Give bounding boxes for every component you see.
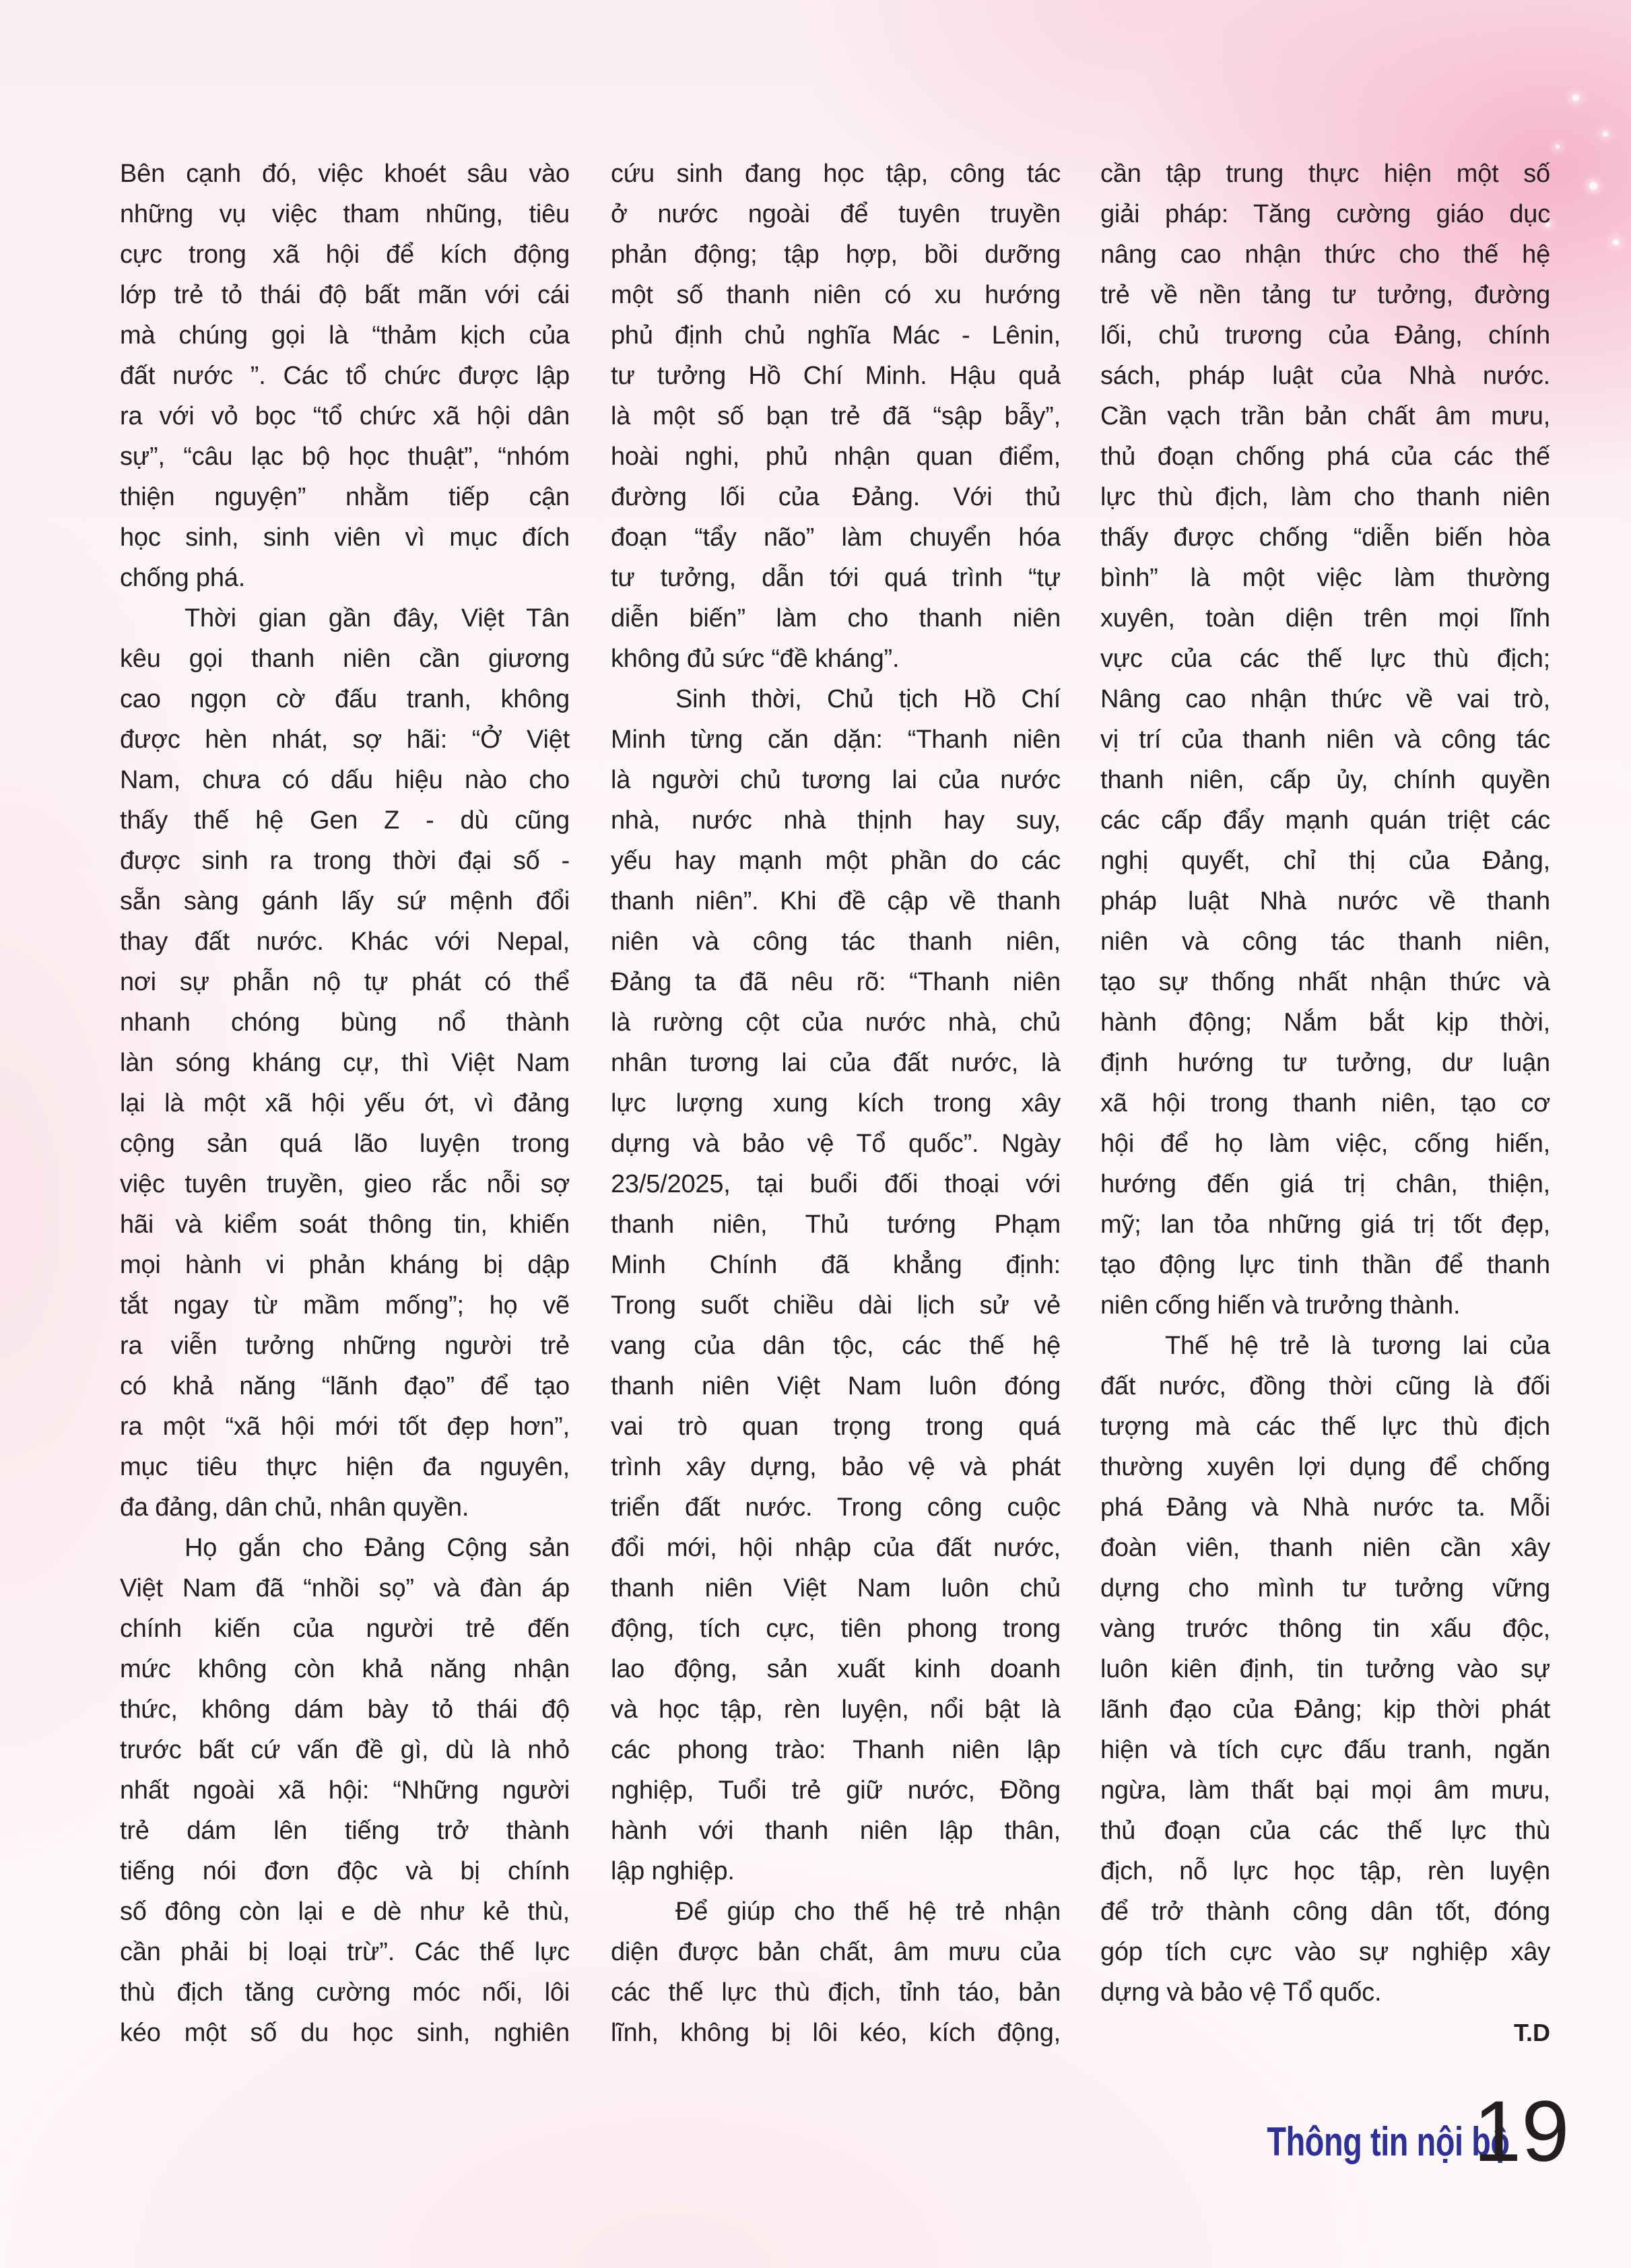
text-line: Thế hệ trẻ là tương lai của (1165, 1332, 1550, 1360)
text-line: Họ gắn cho Đảng Cộng sản (185, 1534, 570, 1562)
sparkle-decoration (1589, 182, 1597, 190)
text-line: cực trong xã hội để kích động (120, 240, 570, 269)
text-line: ra với vỏ bọc “tổ chức xã hội dân (120, 402, 570, 430)
text-line: làn sóng kháng cự, thì Việt Nam (120, 1049, 570, 1077)
text-line: phá Đảng và Nhà nước ta. Mỗi (1100, 1493, 1550, 1522)
sparkle-decoration (1613, 239, 1619, 245)
text-line: dựng cho mình tư tưởng vững (1100, 1574, 1550, 1602)
text-line: mức không còn khả năng nhận (120, 1655, 570, 1683)
text-line: và học tập, rèn luyện, nổi bật là (611, 1695, 1061, 1724)
text-line: Để giúp cho thế hệ trẻ nhận (675, 1898, 1061, 1926)
text-line: số đông còn lại e dè như kẻ thù, (120, 1898, 570, 1926)
text-line: trước bất cứ vấn đề gì, dù là nhỏ (120, 1736, 570, 1764)
text-line: Nâng cao nhận thức về vai trò, (1100, 685, 1550, 713)
text-line: kêu gọi thanh niên cần giương (120, 645, 570, 673)
text-line: tạo sự thống nhất nhận thức và (1100, 968, 1550, 996)
text-line: tư tưởng, dẫn tới quá trình “tự (611, 564, 1061, 592)
text-line: hành động; Nắm bắt kịp thời, (1100, 1008, 1550, 1037)
text-line: là một số bạn trẻ đã “sập bẫy”, (611, 402, 1061, 430)
text-line: Đảng ta đã nêu rõ: “Thanh niên (611, 968, 1061, 996)
text-line: lãnh đạo của Đảng; kịp thời phát (1100, 1695, 1550, 1724)
text-line: có khả năng “lãnh đạo” để tạo (120, 1372, 570, 1400)
text-line: triển đất nước. Trong công cuộc (611, 1493, 1061, 1522)
text-line: nhất ngoài xã hội: “Những người (120, 1776, 570, 1805)
article-column-3 (1100, 154, 1550, 2053)
text-line: 23/5/2025, tại buổi đối thoại với (611, 1170, 1061, 1198)
text-line: đa đảng, dân chủ, nhân quyền. (120, 1493, 469, 1522)
text-line: các cấp đẩy mạnh quán triệt các (1100, 806, 1550, 835)
text-line: hoài nghi, phủ nhận quan điểm, (611, 443, 1061, 471)
text-line: chống phá. (120, 564, 246, 592)
publication-title: Thông tin nội bộ (1267, 2119, 1510, 2164)
text-line: không đủ sức “đề kháng”. (611, 645, 900, 673)
text-line: bình” là một việc làm thường (1100, 564, 1550, 592)
text-line: thủ đoạn chống phá của các thế (1100, 443, 1550, 471)
text-line: sẵn sàng gánh lấy sứ mệnh đổi (120, 887, 570, 915)
text-line: cần tập trung thực hiện một số (1100, 160, 1550, 188)
text-line: nghiệp, Tuổi trẻ giữ nước, Đồng (611, 1776, 1061, 1805)
text-line: xuyên, toàn diện trên mọi lĩnh (1100, 604, 1550, 633)
text-line: Việt Nam đã “nhồi sọ” và đàn áp (120, 1574, 570, 1602)
text-line: hướng đến giá trị chân, thiện, (1100, 1170, 1550, 1198)
text-line: hành với thanh niên lập thân, (611, 1817, 1061, 1845)
text-line: tượng mà các thế lực thù địch (1100, 1413, 1550, 1441)
text-line: được sinh ra trong thời đại số - (120, 847, 570, 875)
text-line: pháp luật Nhà nước về thanh (1100, 887, 1550, 915)
text-line: yếu hay mạnh một phần do các (611, 847, 1061, 875)
text-line: phản động; tập hợp, bồi dưỡng (611, 240, 1061, 269)
text-line: trẻ về nền tảng tư tưởng, đường (1100, 281, 1550, 309)
text-line: thanh niên, cấp ủy, chính quyền (1100, 766, 1550, 794)
text-line: giải pháp: Tăng cường giáo dục (1100, 200, 1550, 228)
text-line: phủ định chủ nghĩa Mác - Lênin, (611, 321, 1061, 350)
text-line: mục tiêu thực hiện đa nguyên, (120, 1453, 570, 1481)
text-line: một số thanh niên có xu hướng (611, 281, 1061, 309)
text-line: luôn kiên định, tin tưởng vào sự (1100, 1655, 1550, 1683)
text-line: Trong suốt chiều dài lịch sử vẻ (611, 1291, 1061, 1320)
text-line: đất nước, đồng thời cũng là đối (1100, 1372, 1550, 1400)
text-line: tắt ngay từ mầm mống”; họ vẽ (120, 1291, 570, 1320)
text-line: đổi mới, hội nhập của đất nước, (611, 1534, 1061, 1562)
text-line: định hướng tư tưởng, dư luận (1100, 1049, 1550, 1077)
text-line: nơi sự phẫn nộ tự phát có thể (120, 968, 570, 996)
article-column-2 (611, 154, 1061, 2053)
text-line: những vụ việc tham nhũng, tiêu (120, 200, 570, 228)
text-line: lực lượng xung kích trong xây (611, 1089, 1061, 1117)
text-line: tư tưởng Hồ Chí Minh. Hậu quả (611, 362, 1061, 390)
text-line: diện được bản chất, âm mưu của (611, 1938, 1061, 1966)
text-line: đất nước ”. Các tổ chức được lập (120, 362, 570, 390)
text-line: Sinh thời, Chủ tịch Hồ Chí (675, 685, 1061, 713)
text-line: cộng sản quá lão luyện trong (120, 1130, 570, 1158)
text-line: thù địch tăng cường móc nối, lôi (120, 1978, 570, 2007)
text-line: trình xây dựng, bảo vệ và phát (611, 1453, 1061, 1481)
text-line: động, tích cực, tiên phong trong (611, 1615, 1061, 1643)
text-line: các thế lực thù địch, tỉnh táo, bản (611, 1978, 1061, 2007)
text-line: thấy được chống “diễn biến hòa (1100, 523, 1550, 552)
text-line: ra viễn tưởng những người trẻ (120, 1332, 570, 1360)
text-line: vị trí của thanh niên và công tác (1100, 725, 1550, 754)
text-line: góp tích cực vào sự nghiệp xây (1100, 1938, 1550, 1966)
text-line: dựng và bảo vệ Tổ quốc”. Ngày (611, 1130, 1061, 1158)
text-line: thay đất nước. Khác với Nepal, (120, 928, 570, 956)
text-line: ra một “xã hội mới tốt đẹp hơn”, (120, 1413, 570, 1441)
text-line: lại là một xã hội yếu ớt, vì đảng (120, 1089, 570, 1117)
text-line: lập nghiệp. (611, 1857, 735, 1885)
text-line: các phong trào: Thanh niên lập (611, 1736, 1061, 1764)
text-line: việc tuyên truyền, gieo rắc nỗi sợ (120, 1170, 570, 1198)
text-line: ngừa, làm thất bại mọi âm mưu, (1100, 1776, 1550, 1805)
text-line: trẻ dám lên tiếng trở thành (120, 1817, 570, 1845)
text-line: thiện nguyện” nhằm tiếp cận (120, 483, 570, 511)
text-line: cao ngọn cờ đấu tranh, không (120, 685, 570, 713)
text-line: vàng trước thông tin xấu độc, (1100, 1615, 1550, 1643)
text-line: thanh niên”. Khi đề cập về thanh (611, 887, 1061, 915)
text-line: ở nước ngoài để tuyên truyền (611, 200, 1061, 228)
text-line: thường xuyên lợi dụng để chống (1100, 1453, 1550, 1481)
text-line: tiếng nói đơn độc và bị chính (120, 1857, 570, 1885)
author-signature: T.D (1514, 2019, 1550, 2046)
text-line: học sinh, sinh viên vì mục đích (120, 523, 570, 552)
text-line: thanh niên Việt Nam luôn chủ (611, 1574, 1061, 1602)
text-line: nhân tương lai của đất nước, là (611, 1049, 1061, 1077)
text-line: vang của dân tộc, các thế hệ (611, 1332, 1061, 1360)
text-line: là rường cột của nước nhà, chủ (611, 1008, 1061, 1037)
text-line: cần phải bị loại trừ”. Các thế lực (120, 1938, 570, 1966)
text-line: thanh niên Việt Nam luôn đóng (611, 1372, 1061, 1400)
text-line: đoạn “tẩy não” làm chuyển hóa (611, 523, 1061, 552)
text-line: lao động, sản xuất kinh doanh (611, 1655, 1061, 1683)
sparkle-decoration (1556, 145, 1560, 149)
text-line: lực thù địch, làm cho thanh niên (1100, 483, 1550, 511)
text-line: tạo động lực tinh thần để thanh (1100, 1251, 1550, 1279)
text-line: Minh Chính đã khẳng định: (611, 1251, 1061, 1279)
text-line: lối, chủ trương của Đảng, chính (1100, 321, 1550, 350)
text-line: thanh niên, Thủ tướng Phạm (611, 1210, 1061, 1239)
text-line: lĩnh, không bị lôi kéo, kích động, (611, 2019, 1061, 2047)
text-line: mỹ; lan tỏa những giá trị tốt đẹp, (1100, 1210, 1550, 1239)
text-line: Bên cạnh đó, việc khoét sâu vào (120, 160, 570, 188)
text-line: cứu sinh đang học tập, công tác (611, 160, 1061, 188)
text-line: hiện và tích cực đấu tranh, ngăn (1100, 1736, 1550, 1764)
text-line: niên cống hiến và trưởng thành. (1100, 1291, 1461, 1320)
text-line: để trở thành công dân tốt, đóng (1100, 1898, 1550, 1926)
text-line: mà chúng gọi là “thảm kịch của (120, 321, 570, 350)
text-line: địch, nỗ lực học tập, rèn luyện (1100, 1857, 1550, 1885)
text-line: chính kiến của người trẻ đến (120, 1615, 570, 1643)
text-line: Thời gian gần đây, Việt Tân (185, 604, 570, 633)
text-line: dựng và bảo vệ Tổ quốc. (1100, 1978, 1382, 2007)
text-line: Nam, chưa có dấu hiệu nào cho (120, 766, 570, 794)
text-line: niên và công tác thanh niên, (1100, 928, 1550, 956)
text-line: hội để họ làm việc, cống hiến, (1100, 1130, 1550, 1158)
text-line: thấy thế hệ Gen Z - dù cũng (120, 806, 570, 835)
text-line: mọi hành vi phản kháng bị dập (120, 1251, 570, 1279)
text-line: vai trò quan trọng trong quá (611, 1413, 1061, 1441)
text-line: nhanh chóng bùng nổ thành (120, 1008, 570, 1037)
text-line: nhà, nước nhà thịnh hay suy, (611, 806, 1061, 835)
text-line: hãi và kiểm soát thông tin, khiến (120, 1210, 570, 1239)
text-line: niên và công tác thanh niên, (611, 928, 1061, 956)
text-line: lớp trẻ tỏ thái độ bất mãn với cái (120, 281, 570, 309)
text-line: Cần vạch trần bản chất âm mưu, (1100, 402, 1550, 430)
text-line: diễn biến” làm cho thanh niên (611, 604, 1061, 633)
text-line: sách, pháp luật của Nhà nước. (1100, 362, 1550, 390)
text-line: nâng cao nhận thức cho thế hệ (1100, 240, 1550, 269)
text-line: xã hội trong thanh niên, tạo cơ (1100, 1089, 1550, 1117)
text-line: thức, không dám bày tỏ thái độ (120, 1695, 570, 1724)
text-line: được hèn nhát, sợ hãi: “Ở Việt (120, 725, 570, 754)
article-column-1 (120, 154, 570, 2053)
text-line: kéo một số du học sinh, nghiên (120, 2019, 570, 2047)
text-line: đoàn viên, thanh niên cần xây (1100, 1534, 1550, 1562)
sparkle-decoration (1603, 131, 1608, 137)
text-line: là người chủ tương lai của nước (611, 766, 1061, 794)
text-line: Minh từng căn dặn: “Thanh niên (611, 725, 1061, 754)
text-line: vực của các thế lực thù địch; (1100, 645, 1550, 673)
text-line: đường lối của Đảng. Với thủ (611, 483, 1061, 511)
page-number: 19 (1473, 2083, 1570, 2180)
text-line: nghị quyết, chỉ thị của Đảng, (1100, 847, 1550, 875)
text-line: sự”, “câu lạc bộ học thuật”, “nhóm (120, 443, 570, 471)
text-line: thủ đoạn của các thế lực thù (1100, 1817, 1550, 1845)
sparkle-decoration (1572, 94, 1579, 101)
